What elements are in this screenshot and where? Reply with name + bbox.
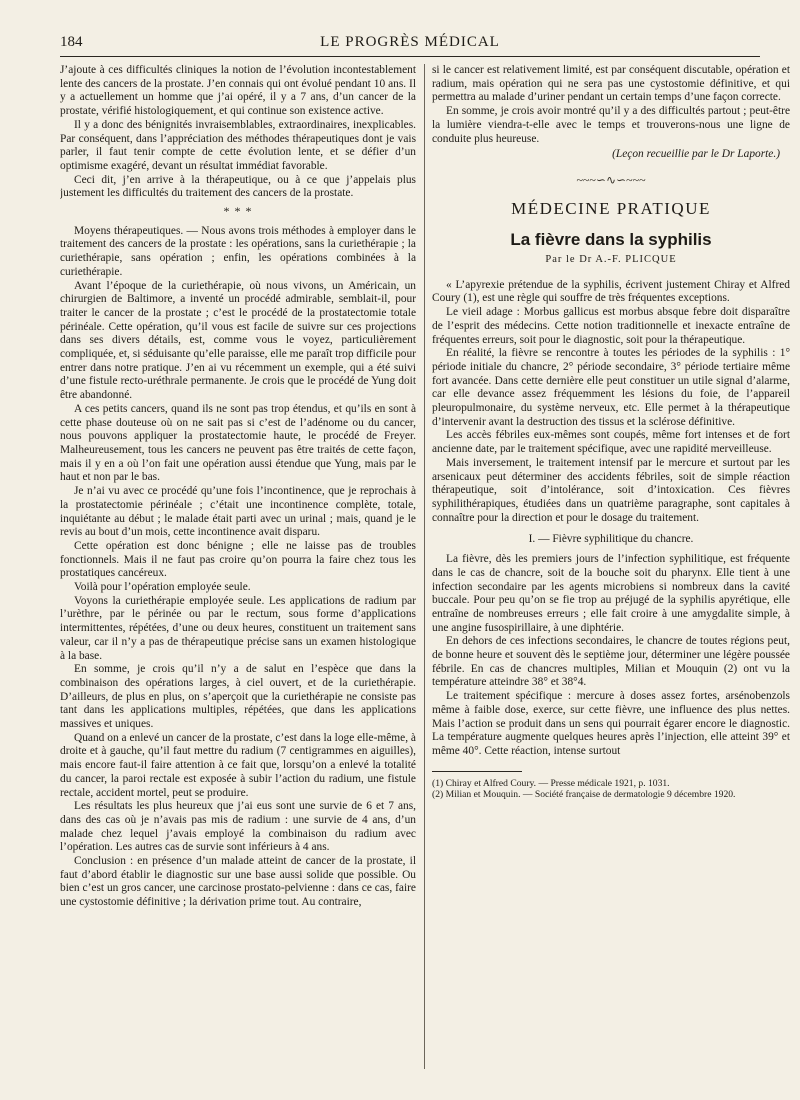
running-title: LE PROGRÈS MÉDICAL: [320, 34, 500, 50]
paragraph: Quand on a enlevé un cancer de la prostate, c’est dans la loge elle-même, à droite et à gauche, qu’il faut mettre du radium (7 centigrammes en aiguilles), mais encore faut-il faire attention à ce fait que, lorsqu’on a enlevé la totalité du cancer, la paroi rectale est exposée à subir l’action du radium, une fistule rectale, accident mortel, peut se produire.: [60, 731, 416, 799]
paragraph: Mais inversement, le traitement intensif par le mercure et surtout par les arsenicaux peut déterminer des accidents fébriles, soit de simple réaction thérapeutique, soit d’intolérance, soit d’intoxication. Ces fièvres syphilithérapiques, étudiées dans un quatrième paragraphe, sont capitales à connaître pour la direction et pour le dosage du traitement.: [432, 456, 790, 524]
paragraph: si le cancer est relativement limité, est par conséquent discutable, opération et radium, mais opération qui ne sera pas une cystostomie définitive, et qui permettra au malade d’uriner pendant un certain temps d’une façon correcte.: [432, 64, 790, 104]
paragraph: Avant l’époque de la curiethérapie, où nous vivons, un Américain, un chirurgien de Baltimore, a inventé un procédé admirable, semblait-il, pour traiter le cancer de la prostate ; c’est le procédé de la prostatectomie totale périnéale. Cette opération, qu’il vous est facile de suivre sur ces projections dans ses divers détails, est, comme vous le voyez, particulièrement compliquée, et, si séduisante qu’elle paraisse, elle me paraît trop difficile pour entrer dans notre pratique. J’en ai vu récemment un exemple, qui a été suivi d’une fistule recto-uréthrale permanente. Je crois que le procédé de Yung doit être abandonné.: [60, 279, 416, 402]
paragraph: Conclusion : en présence d’un malade atteint de cancer de la prostate, il faut d’abord établir le diagnostic sur une base aussi solide que possible. Ou bien c’est un gros cancer, une carcinose prostato-pelvienne : dans ce cas, faire une cystostomie définitive ; la dérivation prime tout. Au contraire,: [60, 855, 416, 909]
column-divider: [424, 64, 425, 1069]
footnote-rule: [432, 771, 522, 772]
paragraph: Le traitement spécifique : mercure à doses assez fortes, arsénobenzols même à faible dose, exerce, sur cette fièvre, une influence des plus nettes. Mais l’action se produit dans un sens qui pourrait égarer encore le diagnostic. La température augmente quelques heures après l’injection, elle atteint 39° et même 40°. Cette réaction, intense surtout: [432, 690, 790, 757]
page-number: 184: [60, 34, 83, 50]
paragraph: Moyens thérapeutiques. — Nous avons trois méthodes à employer dans le traitement des cancers de la prostate : les opérations, sans la curiethérapie ; la curiethérapie, sans opération ; enfin, les opérations combinées à la curiethérapie.: [60, 224, 416, 278]
paragraph: En réalité, la fièvre se rencontre à toutes les périodes de la syphilis : 1° période initiale du chancre, 2° période secondaire, 3° période tertiaire même fort avancée. Dans cette dernière elle peut constituer un utile signal d’alarme, car elle devance assez fréquemment les lésions du foie, de l’appareil pleuropulmonaire, du système nerveux, etc. Elle permet à la thérapeutique d’intervenir avant la destruction des tissus et la sclérose définitive.: [432, 347, 790, 428]
paragraph: Cette opération est donc bénigne ; elle ne laisse pas de troubles fonctionnels. Mais il ne faut pas croire qu’on pourra la faire chez tous les prostatiques cancéreux.: [60, 539, 416, 580]
lecture-signature: (Leçon recueillie par le Dr Laporte.): [612, 148, 780, 161]
ornament-divider: ~~~∽∿∽~~~: [576, 172, 646, 187]
article-title: La fièvre dans la syphilis: [510, 230, 712, 250]
paragraph: Il y a donc des bénignités invraisemblables, extraordinaires, inexplicables. Par conséquent, dans l’appréciation des méthodes thérapeutiques dont je vais parler, il faut tenir compte de cette évolution lente, et se défier d’un optimisme exagéré, devant un résultat immédiat favorable.: [60, 118, 416, 172]
section-heading: MÉDECINE PRATIQUE: [511, 198, 711, 218]
paragraph: A ces petits cancers, quand ils ne sont pas trop étendus, et qu’ils en sont à cette phase douteuse où on ne sait pas si c’est de l’adénome ou du cancer, nous pouvons appliquer la prostatectomie haute, le procédé de Freyer. Malheureusement, tous les cancers ne peuvent pas être traités de cette façon, mais il y en a où l’on fait une opération aussi étendue que Yung, mais par le haut et non par le bas.: [60, 402, 416, 484]
paragraph: Voyons la curiethérapie employée seule. Les applications de radium par l’urèthre, par le périnée ou par le rectum, sous forme d’applications intermittentes, répétées, d’une ou deux heures, constituent un traitement sans valeur, car il n’y a pas de thérapeutique précise sans un examen histologique à la base.: [60, 594, 416, 662]
footnote: (1) Chiray et Alfred Coury. — Presse médicale 1921, p. 1031.: [432, 777, 670, 789]
article-author: Par le Dr A.-F. PLICQUE: [545, 254, 677, 266]
section-stars: * * *: [223, 204, 253, 219]
paragraph: Les résultats les plus heureux que j’ai eus sont une survie de 6 et 7 ans, dans des cas où je n’avais pas mis de radium : une survie de 4 ans, d’un malade chez lequel j’avais employé la combinaison du radium avec l’opération. Les autres cas de survie sont inférieurs à 4 ans.: [60, 800, 416, 854]
paragraph: Les accès fébriles eux-mêmes sont coupés, même fort intenses et de fort ancienne date, par le traitement spécifique, avec une rapidité merveilleuse.: [432, 429, 790, 456]
paragraph: La fièvre, dès les premiers jours de l’infection syphilitique, est fréquente dans le cas de chancre, soit de la bouche soit du pharynx. Elle tient à une infection secondaire par les agents microbiens si nombreux dans la cavité buccale. Pour peu qu’on se fie trop au préjugé de la syphilis apyrétique, elle entraîne de nombreuses erreurs ; elle fait croire à une amygdalite simple, à une angine fusospirillaire, à une diphtérie.: [432, 553, 790, 634]
left-column: [60, 64, 416, 1069]
page-header: [60, 34, 760, 57]
footnote: (2) Milian et Mouquin. — Société française de dermatologie 9 décembre 1920.: [432, 789, 736, 801]
paragraph: En somme, je crois qu’il n’y a de salut en l’espèce que dans la combinaison des opérations larges, à ciel ouvert, et de la curiethérapie. D’ailleurs, de plus en plus, on s’aperçoit que la curiethérapie ne consiste pas tant dans les applications multiples, répétées, que dans les applications massives et uniques.: [60, 663, 416, 731]
paragraph: Le vieil adage : Morbus gallicus est morbus absque febre doit disparaître de l’esprit des médecins. Cette notion traditionnelle et inexacte entraîne de fréquentes erreurs, soit pour le diagnostic, soit pour la thérapeutique.: [432, 306, 790, 346]
paragraph: En dehors de ces infections secondaires, le chancre de toutes régions peut, de bonne heure et souvent dès le septième jour, déterminer une légère poussée fébrile. En cas de chancres multiples, Milian et Mouquin (2) ont vu la température atteindre 38° et 38°4.: [432, 635, 790, 689]
subsection-heading: I. — Fièvre syphilitique du chancre.: [528, 533, 694, 546]
paragraph: Ceci dit, j’en arrive à la thérapeutique, ou à ce que j’appelais plus justement les difficultés du traitement des cancers de la prostate.: [60, 173, 416, 200]
paragraph: J’ajoute à ces difficultés cliniques la notion de l’évolution incontestablement lente des cancers de la prostate. J’en connais qui ont évolué pendant 10 ans. Il y a actuellement un homme que j’ai opéré, il y a 7 ans, d’un cancer de la prostate, vérifié histologiquement, et qui continue son existence active.: [60, 64, 416, 118]
right-column: [432, 64, 790, 1069]
paragraph: « L’apyrexie prétendue de la syphilis, écrivent justement Chiray et Alfred Coury (1), est une règle qui souffre de très fréquentes exceptions.: [432, 278, 790, 305]
paragraph: Je n’ai vu avec ce procédé qu’une fois l’incontinence, que je reprochais à la prostatectomie périnéale ; c’était une incontinence complète, totale, inquiétante au début ; le malade était parti avec un urinal ; mais, quand je le revis au bout d’un mois, cette incontinence avait disparu.: [60, 485, 416, 539]
paragraph: En somme, je crois avoir montré qu’il y a des difficultés partout ; peut-être la lumière viendra-t-elle avec le temps et trouverons-nous une ligne de conduite plus heureuse.: [432, 105, 790, 145]
paragraph: Voilà pour l’opération employée seule.: [74, 581, 251, 594]
